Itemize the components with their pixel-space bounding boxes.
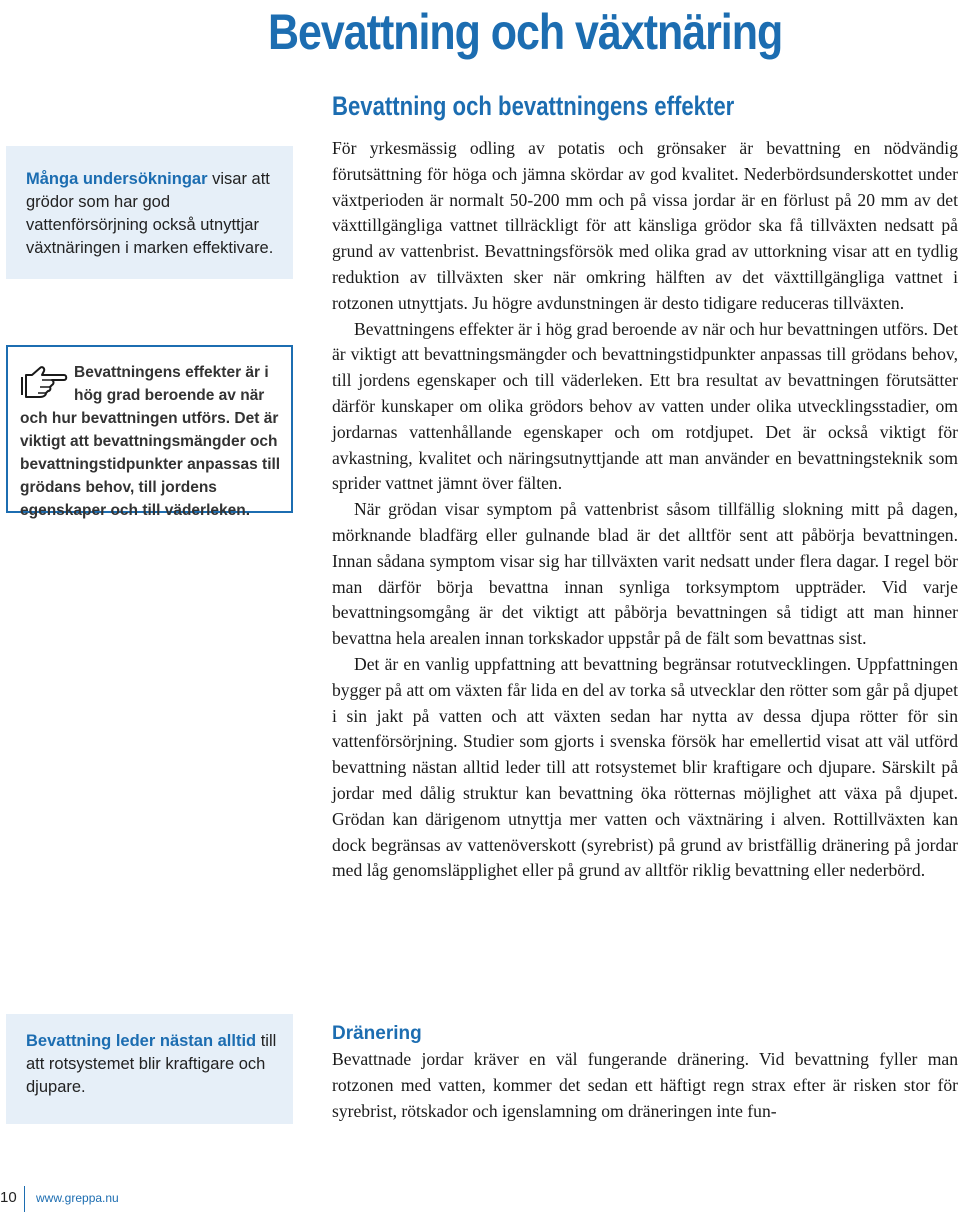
section-title: Bevattning och bevattningens effekter	[332, 91, 735, 121]
footer-divider	[24, 1186, 25, 1212]
pointing-hand-icon	[20, 365, 68, 399]
fact-box-text: visar att grödor som har god vattenförsörjning också utnyttjar växtnäringen i marken effektivare.	[26, 170, 274, 257]
fact-box-text: till att rotsystemet blir kraftigare och djupare.	[26, 1032, 277, 1096]
sidebar-tip-box	[6, 345, 293, 519]
body-paragraph: Bevattningens effekter är i hög grad beroende av när och hur bevattningen utförs. Det är viktigt att bevattningsmängder och bevattningstidpunkter anpassas till grödans behov, till jordens egenskaper och till väderleken. Ett bra resultat av bevattningen förutsätter därför kunskaper om olika grödors behov av vatten under olika utvecklingsstadier, om jordarnas vattenhållande egenskaper och om rotdjupet. Det är också viktigt för avkastning, kvalitet och näringsutnyttjande att man använder en bevattningsteknik som sprider vattnet jämnt över fälten.	[332, 318, 958, 494]
fact-box-highlight: Många undersökningar	[26, 170, 208, 188]
page-title: Bevattning och växtnäring	[268, 4, 783, 60]
body-paragraph: Det är en vanlig uppfattning att bevattning begränsar rotutvecklingen. Uppfattningen bygger på att om växten får lida en del av torka så utvecklar den rötter som går på djupet i sin jakt på vatten och att växten sedan har nytta av dessa djupa rötter för sin vattenförsörjning. Studier som gjorts i svenska försök har emellertid visat att väl utförd bevattning nästan alltid leder till att rotsystemet blir kraftigare och djupare. Särskilt på jordar med dålig struktur kan bevattning öka rötternas möjlighet att växa på djupet. Grödan kan därigenom utnyttja mer vatten och växtnäring i alven. Rottillväxten kan dock begränsas av vattenöverskott (syrebrist) på grund av bristfällig dränering på jordar med låg genomsläpplighet eller på grund av alltför riklig bevattning eller nederbörd.	[332, 653, 958, 881]
sidebar-fact-box	[6, 146, 293, 279]
body-paragraph: För yrkesmässig odling av potatis och grönsaker är bevattning en nödvändig förutsättning för höga och jämna skördar av god kvalitet. Nederbördsunderskottet under växtperioden är normalt 50-200 mm och på vissa jordar är en förlust på 20 mm av det växttillgängliga vattnet tillräckligt för att känsliga grödor ska få tillväxten nedsatt på grund av vattenbrist. Bevattningsförsök med olika grad av uttorkning visar att en tydlig reduktion av tillväxten sker när omkring hälften av det växttillgängliga vattnet i rotzonen utnyttjats. Ju högre avdunstningen är desto tidigare reduceras tillväxten.	[332, 138, 958, 313]
drainage-heading: Dränering	[332, 1023, 422, 1044]
body-paragraph: När grödan visar symptom på vattenbrist såsom tillfällig slokning mitt på dagen, mörknande bladfärg eller gulnande blad är det alltför sent att påbörja bevattningen. Innan sådana symptom visar sig har tillväxten varit nedsatt under flera dagar. I regel bör man därför börja bevattna innan synliga torksymptom uppträder. Vid varje bevattningsomgång är det viktigt att påbörja bevattningen så tidigt att man hinner bevattna hela arealen innan torkskador uppstår på de fält som bevattnas sist.	[332, 499, 958, 649]
fact-box-highlight: Bevattning leder nästan alltid	[26, 1032, 257, 1050]
footer-website-link[interactable]: www.greppa.nu	[36, 1191, 119, 1205]
page-number: 10	[0, 1189, 17, 1206]
sidebar-fact-box-bottom	[6, 1014, 293, 1124]
tip-box-text: Bevattningens effekter är i hög grad beroende av när och hur bevattningen utförs. Det är viktigt att bevattningsmängder och bevattningstidpunkter anpassas till grödans behov, till jordens egenskaper och till väderleken.	[20, 364, 281, 519]
main-article-body	[332, 136, 958, 884]
drainage-paragraph: Bevattnade jordar kräver en väl fungerande dränering. Vid bevattning fyller man rotzonen med vatten, kommer det sedan ett häftigt regn strax efter är risken stor för syrebrist, rötskador och igenslamning om dräneringen inte fun-	[332, 1049, 958, 1121]
